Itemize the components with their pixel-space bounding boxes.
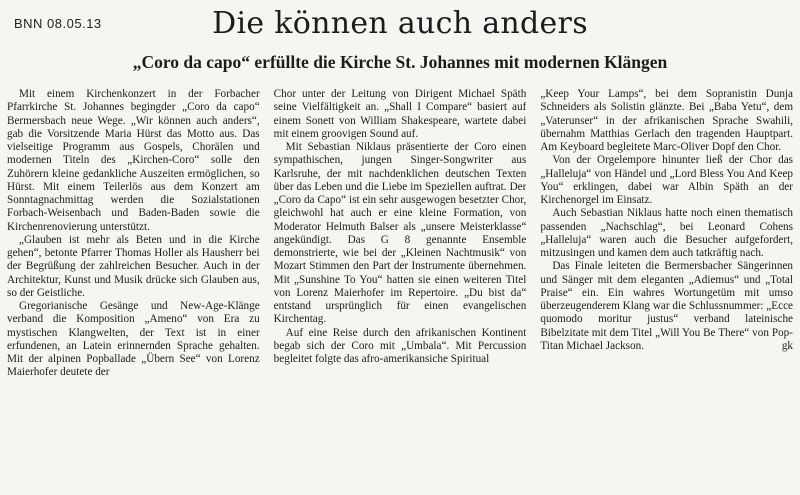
clip-label: BNN 08.05.13 <box>14 16 102 31</box>
paragraph: Gregorianische Gesänge und New-Age-Klänge verband die Komposition „Ameno“ von Era zu mystischen Klangwelten, der Text ist in einer erfundenen, an Latein erinnernden Sprache gehalten. Mit der alpinen Popballade „Übern See“ von Lorenz Maierhofer deutete der <box>7 300 260 379</box>
paragraph: Mit Sebastian Niklaus präsentierte der Coro einen sympathischen, jungen Singer-Songwriter aus Karlsruhe, der mit nachdenklichen deutschen Texten über das Leben und die Liebe im Speziellen auftrat. Der „Coro da Capo“ ist ein sehr ausgewogen besetzter Chor, gleichwohl hat auch er eine kleine Formation, von Moderator Helmuth Balser als „unsere Meisterklasse“ angekündigt. Das G 8 genannte Ensemble demonstrierte, wie bei der „Kleinen Nachtmusik“ von Mozart Stimmen den Part der Instrumente übernehmen. Mit „Sunshine To You“ hatten sie einen weiteren Titel von Lorenz Maierhofer im Repertoire. „Du bist da“ entstand ursprünglich für einen evangelischen Kirchentag. <box>273 141 527 326</box>
paragraph: Mit einem Kirchenkonzert in der Forbacher Pfarrkirche St. Johannes begingder „Coro da capo“ Bermersbach neue Wege. „Wir können auch anders“, gab die Vorsitzende Maria Hürst das Motto aus. Das vielseitige Programm aus Gospels, Chorälen und modernen Titeln des „Kirchen-Coro“ solle den Zuhörern kleine gedankliche Auszeiten ermöglichen, so Hürst. Mit einem Teilerlös aus dem Konzert am Sonntagnachmittag werden die Sozialstationen Forbach-Weisenbach und Baden-Baden sowie die Kirchenrenovierung unterstützt. <box>7 88 260 233</box>
headline: Die können auch anders <box>212 6 588 41</box>
article-body <box>7 88 793 490</box>
paragraph-text: Das Finale leiteten die Bermersbacher Sängerinnen und Sänger mit dem eleganten „Adiemus“ und „Total Praise“ ein. Ein wahres Wortungetüm mit umso überzeugenderem Klang war die Schlussnummer: „Ecce quomodo moritur justus“ verband lateinische Bibelzitate mit dem Titel „Will You Be There“ von Pop-Titan Michael Jackson. <box>540 260 794 352</box>
paragraph: Chor unter der Leitung von Dirigent Michael Späth seine Vielfältigkeit an. „Shall I Compare“ basiert auf einem Sonett von William Shakespeare, wartete dabei mit einem groovigen Sound auf. <box>273 88 527 140</box>
article-column-3 <box>540 88 793 490</box>
article-column-1 <box>7 88 260 490</box>
paragraph: „Keep Your Lamps“, bei dem Sopranistin Dunja Schneiders als Solistin glänzte. Bei „Baba Yetu“, dem „Vaterunser“ in der afrikanischen Sprache Swahili, übernahm Matthias Gerlach den tragenden Hauptpart. Am Keyboard begleitete Marc-Oliver Dopf den Chor. <box>540 88 794 153</box>
article-column-2 <box>274 88 527 490</box>
paragraph: Auch Sebastian Niklaus hatte noch einen thematisch passenden „Nachschlag“, bei Leonard Cohens „Halleluja“ waren auch die Besucher aufgefordert, mitzusingen und kamen dem auch tatkräftig nach. <box>540 207 794 259</box>
paragraph <box>540 260 793 353</box>
subheadline: „Coro da capo“ erfüllte die Kirche St. Johannes mit modernen Klängen <box>132 52 668 72</box>
paragraph: „Glauben ist mehr als Beten und in die Kirche gehen“, betonte Pfarrer Thomas Holler als Hausherr bei der Begrüßung der zahlreichen Besucher. Auch in der Architektur, Kunst und Musik drücke sich Glauben aus, so der Geistliche. <box>7 233 260 299</box>
paragraph: Auf eine Reise durch den afrikanischen Kontinent begab sich der Coro mit „Umbala“. Mit Percussion begleitet folgte das afro-amerikansiche Spiritual <box>273 326 527 365</box>
author-signature: gk <box>781 339 794 352</box>
paragraph: Von der Orgelempore hinunter ließ der Chor das „Halleluja“ von Händel und „Lord Bless You And Keep You“ erklingen, dabei war Albin Späth an der Kirchenorgel im Einsatz. <box>540 154 794 206</box>
